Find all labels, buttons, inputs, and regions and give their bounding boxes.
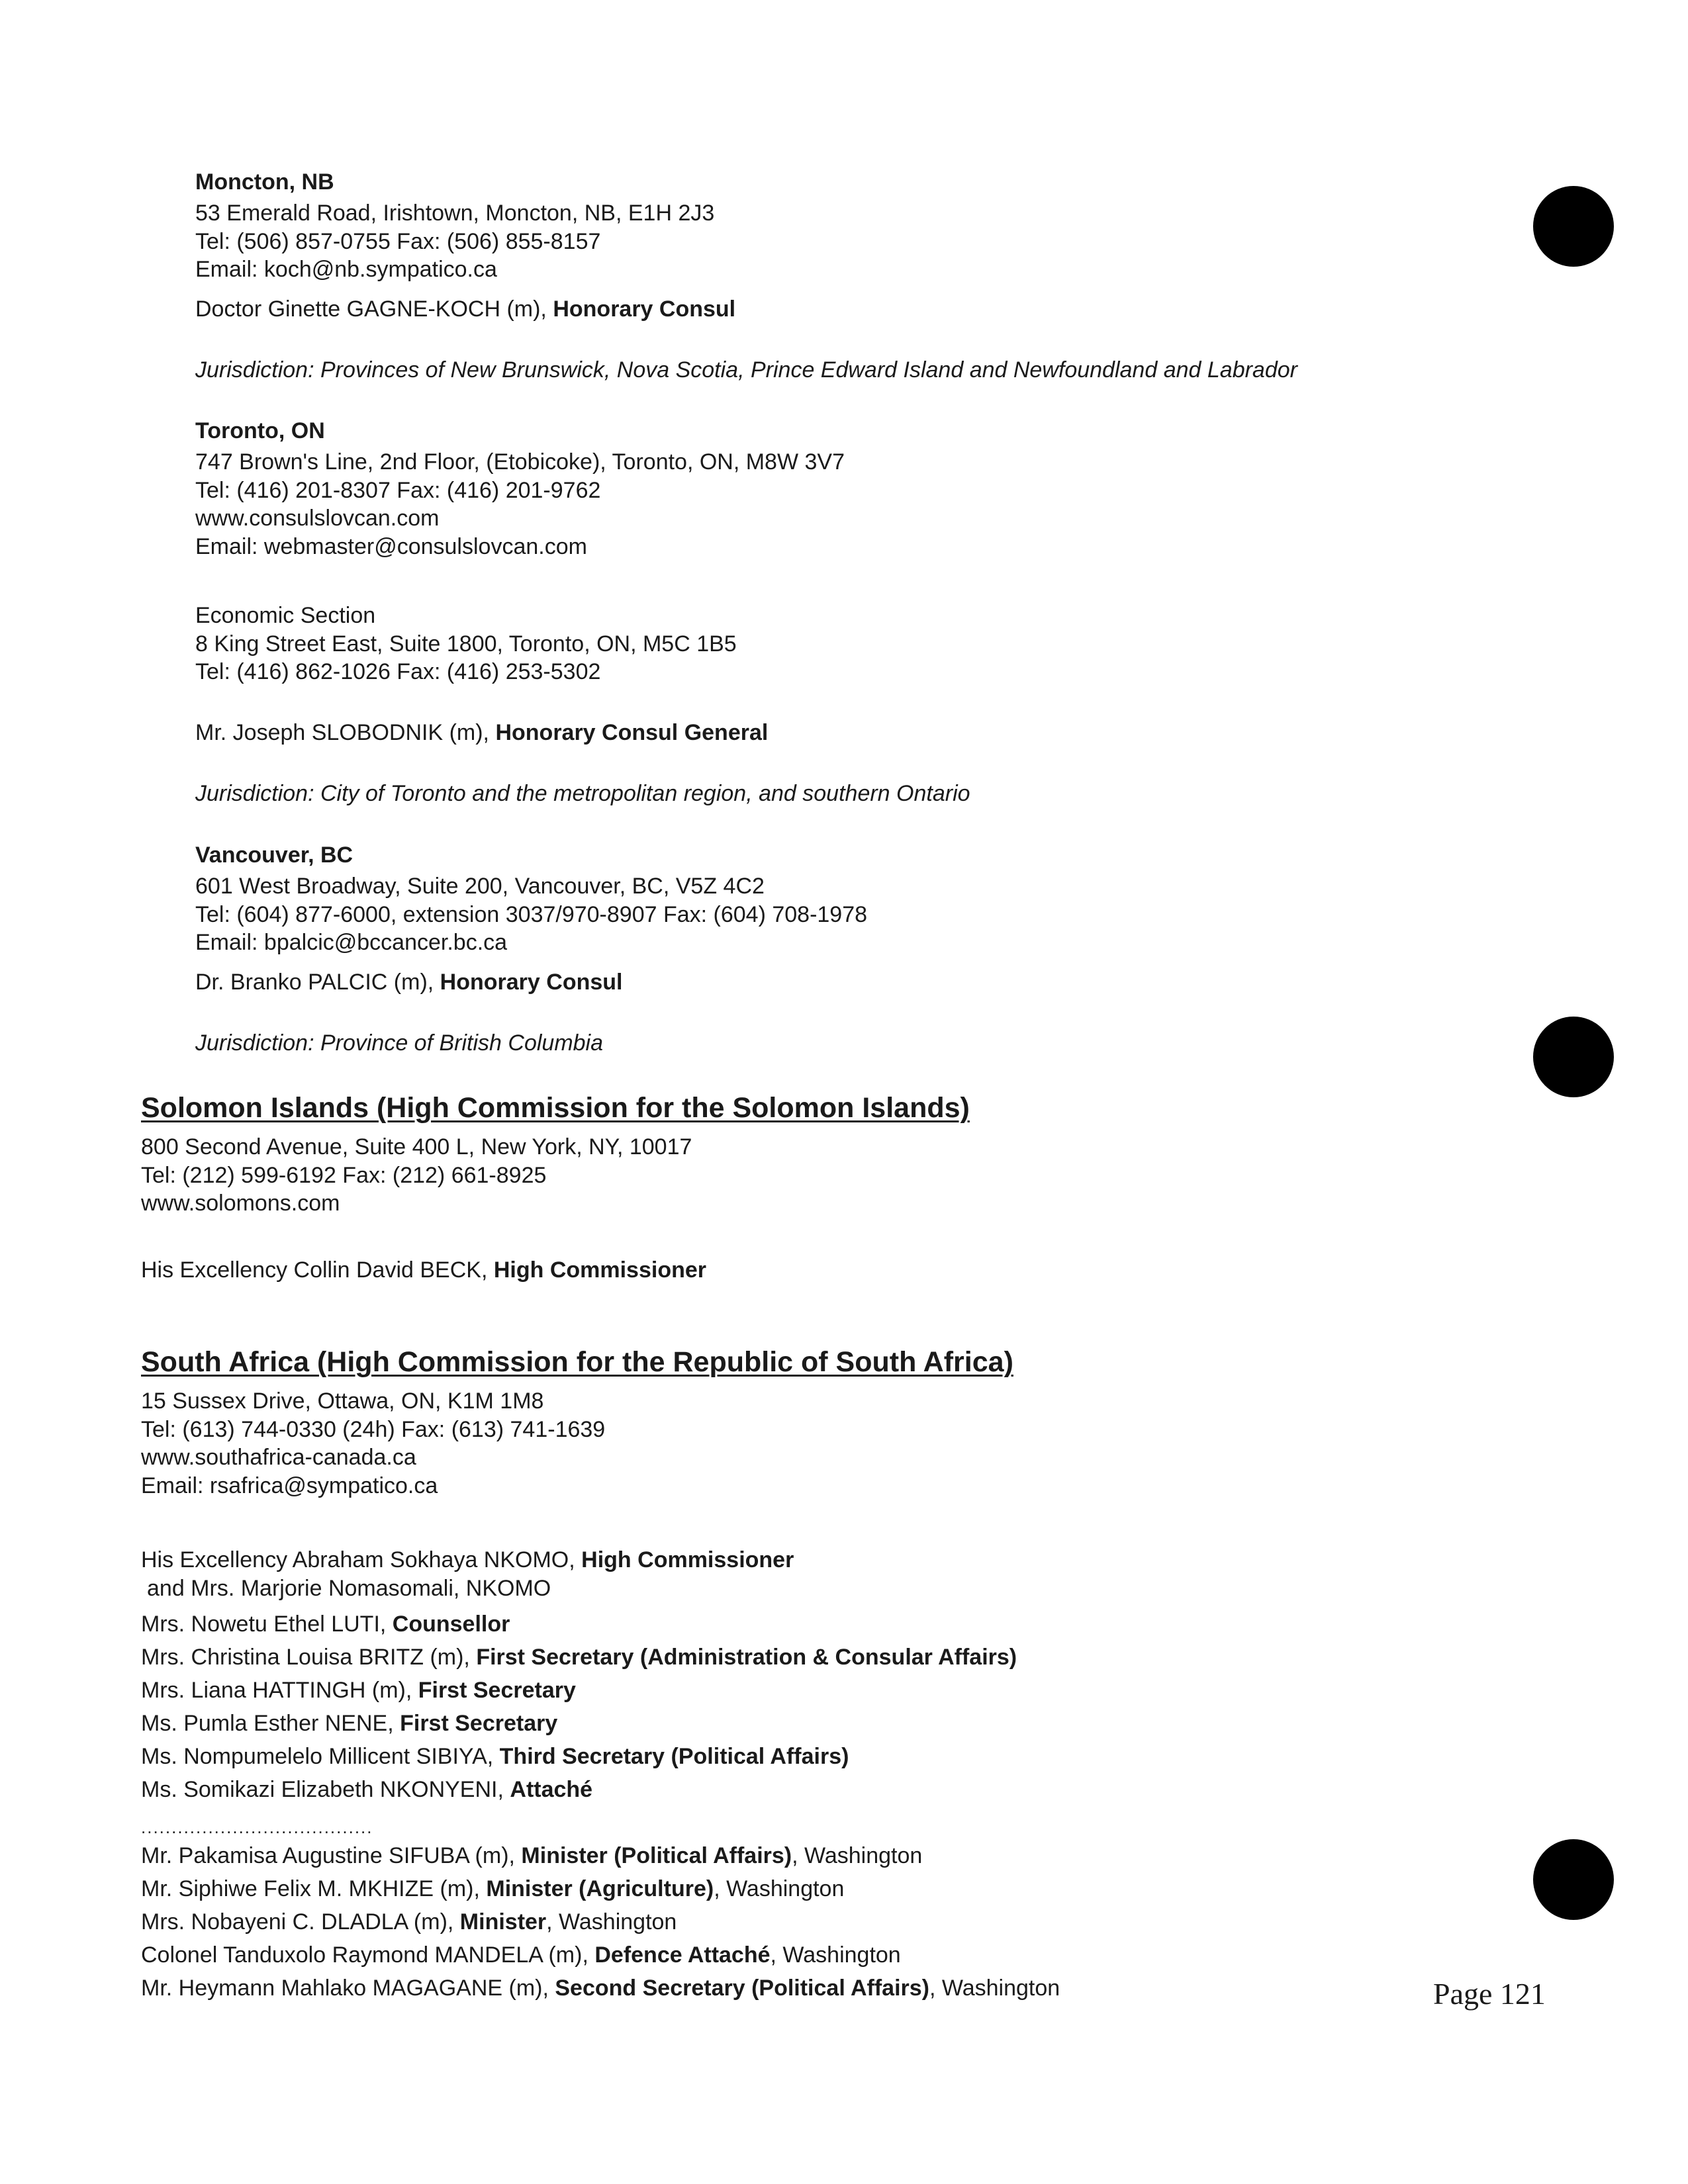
staff-title: Second Secretary (Political Affairs) <box>555 1976 929 2001</box>
toronto-consul <box>195 719 768 747</box>
staff-title: Minister (Agriculture) <box>486 1876 714 1901</box>
staff-name: Mr. Heymann Mahlako MAGAGANE (m), <box>141 1976 555 2001</box>
moncton-tel: Tel: (506) 857-0755 Fax: (506) 855-8157 <box>195 229 601 254</box>
toronto-email: Email: webmaster@consulslovcan.com <box>195 534 587 559</box>
binder-hole-middle <box>1533 1017 1614 1097</box>
staff-name: Mrs. Christina Louisa BRITZ (m), <box>141 1645 477 1670</box>
staff-title: First Secretary <box>418 1678 576 1703</box>
staff-entry <box>141 1743 849 1770</box>
toronto-consul-title: Honorary Consul General <box>495 720 769 745</box>
solomon-high-commissioner <box>141 1256 706 1284</box>
staff-entry <box>141 1941 901 1969</box>
staff-name: Ms. Nompumelelo Millicent SIBIYA, <box>141 1744 500 1769</box>
staff-location: , Washington <box>714 1876 845 1901</box>
staff-name: Mr. Pakamisa Augustine SIFUBA (m), <box>141 1843 522 1868</box>
south-africa-hc-name: His Excellency Abraham Sokhaya NKOMO, <box>141 1547 582 1572</box>
staff-name: Colonel Tanduxolo Raymond MANDELA (m), <box>141 1942 595 1968</box>
staff-entry <box>141 1974 1060 2002</box>
staff-location: , Washington <box>546 1909 677 1934</box>
vancouver-consul <box>195 968 622 996</box>
vancouver-email: Email: bpalcic@bccancer.bc.ca <box>195 930 508 955</box>
south-africa-email: Email: rsafrica@sympatico.ca <box>141 1473 438 1498</box>
toronto-city: Toronto, ON <box>195 418 325 443</box>
vancouver-address: 601 West Broadway, Suite 200, Vancouver, BC, V5Z 4C2 <box>195 874 765 899</box>
staff-entry <box>141 1676 576 1704</box>
vancouver-consul-name: Dr. Branko PALCIC (m), <box>195 970 440 995</box>
moncton-consul-title: Honorary Consul <box>553 296 736 322</box>
south-africa-web: www.southafrica-canada.ca <box>141 1445 416 1470</box>
toronto-web: www.consulslovcan.com <box>195 506 440 531</box>
vancouver-consul-title: Honorary Consul <box>440 970 623 995</box>
south-africa-tel: Tel: (613) 744-0330 (24h) Fax: (613) 741-1639 <box>141 1417 606 1442</box>
staff-entry <box>141 1776 592 1803</box>
vancouver-city: Vancouver, BC <box>195 842 353 868</box>
staff-title: Attaché <box>510 1777 593 1802</box>
toronto-econ-address: 8 King Street East, Suite 1800, Toronto, ON, M5C 1B5 <box>195 631 737 657</box>
moncton-consul-name: Doctor Ginette GAGNE-KOCH (m), <box>195 296 553 322</box>
toronto-consul-name: Mr. Joseph SLOBODNIK (m), <box>195 720 496 745</box>
staff-title: First Secretary <box>400 1711 558 1736</box>
staff-name: Mrs. Nowetu Ethel LUTI, <box>141 1612 393 1637</box>
staff-name: Mrs. Nobayeni C. DLADLA (m), <box>141 1909 460 1934</box>
staff-entry <box>141 1610 510 1638</box>
staff-title: Counsellor <box>392 1612 510 1637</box>
staff-name: Mrs. Liana HATTINGH (m), <box>141 1678 418 1703</box>
separator-dots: ...................................... <box>141 1817 373 1837</box>
staff-title: Minister (Political Affairs) <box>521 1843 792 1868</box>
staff-name: Ms. Pumla Esther NENE, <box>141 1711 400 1736</box>
staff-entry <box>141 1875 844 1903</box>
south-africa-hc-title: High Commissioner <box>581 1547 794 1572</box>
staff-title: Third Secretary (Political Affairs) <box>499 1744 849 1769</box>
moncton-jurisdiction: Jurisdiction: Provinces of New Brunswick, Nova Scotia, Prince Edward Island and Newfoundland and Labrador <box>195 357 1297 383</box>
page-number: Page 121 <box>1433 1977 1546 2011</box>
solomon-heading: Solomon Islands (High Commission for the Solomon Islands) <box>141 1092 970 1124</box>
solomon-address: 800 Second Avenue, Suite 400 L, New York, NY, 10017 <box>141 1134 692 1160</box>
moncton-address: 53 Emerald Road, Irishtown, Moncton, NB, E1H 2J3 <box>195 201 715 226</box>
toronto-econ-tel: Tel: (416) 862-1026 Fax: (416) 253-5302 <box>195 659 601 684</box>
toronto-address: 747 Brown's Line, 2nd Floor, (Etobicoke), Toronto, ON, M8W 3V7 <box>195 449 845 475</box>
staff-entry <box>141 1908 677 1936</box>
binder-hole-top <box>1533 186 1614 267</box>
binder-hole-bottom <box>1533 1839 1614 1920</box>
staff-title: Minister <box>459 1909 547 1934</box>
staff-title: First Secretary (Administration & Consular Affairs) <box>476 1645 1017 1670</box>
vancouver-tel: Tel: (604) 877-6000, extension 3037/970-8907 Fax: (604) 708-1978 <box>195 902 868 927</box>
staff-name: Ms. Somikazi Elizabeth NKONYENI, <box>141 1777 510 1802</box>
staff-name: Mr. Siphiwe Felix M. MKHIZE (m), <box>141 1876 487 1901</box>
solomon-web: www.solomons.com <box>141 1191 340 1216</box>
south-africa-hc-spouse: and Mrs. Marjorie Nomasomali, NKOMO <box>147 1576 551 1601</box>
vancouver-jurisdiction: Jurisdiction: Province of British Columbia <box>195 1030 604 1056</box>
toronto-jurisdiction: Jurisdiction: City of Toronto and the metropolitan region, and southern Ontario <box>195 781 970 806</box>
south-africa-heading: South Africa (High Commission for the Republic of South Africa) <box>141 1346 1013 1378</box>
moncton-email: Email: koch@nb.sympatico.ca <box>195 257 497 282</box>
staff-entry <box>141 1709 557 1737</box>
solomon-hc-name: His Excellency Collin David BECK, <box>141 1257 494 1283</box>
staff-title: Defence Attaché <box>594 1942 771 1968</box>
staff-location: , Washington <box>770 1942 901 1968</box>
staff-entry <box>141 1643 1017 1671</box>
staff-location: , Washington <box>792 1843 923 1868</box>
toronto-tel: Tel: (416) 201-8307 Fax: (416) 201-9762 <box>195 478 601 503</box>
staff-entry <box>141 1842 922 1870</box>
toronto-econ-label: Economic Section <box>195 603 376 628</box>
moncton-consul <box>195 295 735 323</box>
south-africa-address: 15 Sussex Drive, Ottawa, ON, K1M 1M8 <box>141 1388 544 1414</box>
staff-location: , Washington <box>929 1976 1060 2001</box>
solomon-hc-title: High Commissioner <box>493 1257 707 1283</box>
moncton-city: Moncton, NB <box>195 169 334 195</box>
solomon-tel: Tel: (212) 599-6192 Fax: (212) 661-8925 <box>141 1163 547 1188</box>
south-africa-high-commissioner <box>141 1546 794 1574</box>
